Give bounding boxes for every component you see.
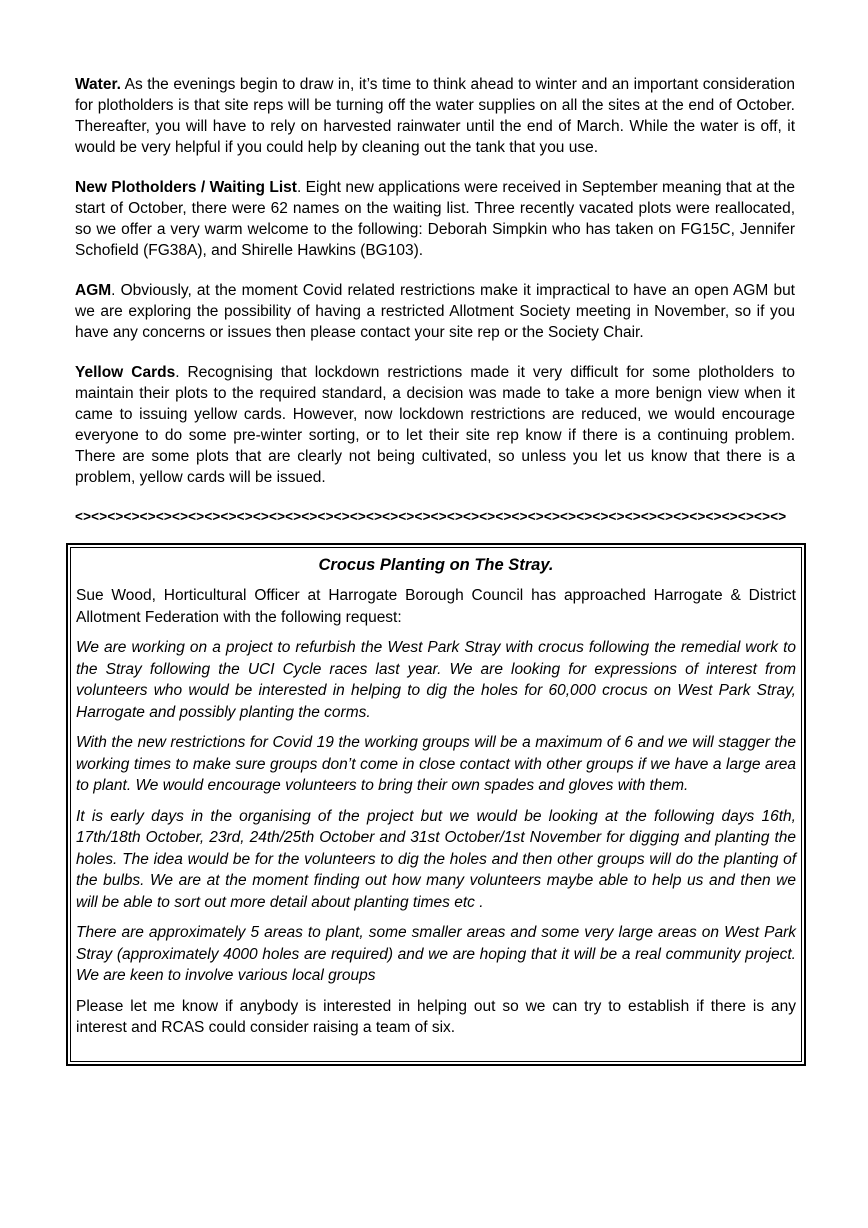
paragraph-agm-text: . Obviously, at the moment Covid related restrictions make it impractical to have an open AGM but we are exploring the possibility of having a restricted Allotment Society meeting in November, so if you have any concerns or issues then please contact your site rep or the Society Chair. [75, 282, 795, 341]
box-paragraph-closing: Please let me know if anybody is interested in helping out so we can try to establish if there is any interest and RCAS could consider raising a team of six. [76, 997, 796, 1036]
paragraph-agm [75, 280, 795, 343]
paragraph-agm-lead: AGM [75, 282, 112, 299]
paragraph-yellow-cards-text: . Recognising that lockdown restrictions made it very difficult for some plotholders to maintain their plots to the required standard, a decision was made to take a more benign view when it came to issuing yellow cards. However, now lockdown restrictions are reduced, we would encourage everyone to do some pre-winter sorting, or to let their site rep know if there is a continuing problem. There are some plots that are clearly not being cultivated, so unless you let us know that there is a problem, yellow cards will be issued. [75, 364, 796, 486]
crocus-planting-box-inner [70, 547, 802, 1062]
box-paragraph-restrictions: With the new restrictions for Covid 19 the working groups will be a maximum of 6 and we will stagger the working times to make sure groups don’t come in close contact with other groups if we have a large area to plant. We would encourage volunteers to bring their own spades and gloves with them. [76, 734, 796, 794]
box-paragraph-intro: Sue Wood, Horticultural Officer at Harrogate Borough Council has approached Harrogate & District Allotment Federation with the following request: [76, 587, 796, 626]
box-paragraph-project: We are working on a project to refurbish the West Park Stray with crocus following the remedial work to the Stray following the UCI Cycle races last year. We are looking for expressions of interest from volunteers who would be interested in helping to dig the holes for 60,000 crocus on West Park Stray, Harrogate and possibly planting the corms. [76, 639, 796, 721]
paragraph-yellow-cards-lead: Yellow Cards [75, 364, 176, 381]
paragraph-water [75, 74, 795, 158]
paragraph-water-text: As the evenings begin to draw in, it’s time to think ahead to winter and an important consideration for plotholders is that site reps will be turning off the water supplies on all the sites at the end of October. Thereafter, you will have to rely on harvested rainwater until the end of March. While the water is off, it would be very helpful if you could help by cleaning out the tank that you use. [75, 76, 795, 156]
paragraph-new-plotholders [75, 177, 795, 261]
paragraph-yellow-cards [75, 362, 795, 488]
box-paragraph-areas: There are approximately 5 areas to plant, some smaller areas and some very large areas on West Park Stray (approximately 4000 holes are required) and we are hoping that it will be a real community project. We are keen to involve various local groups [76, 924, 796, 984]
paragraph-water-lead: Water. [75, 76, 121, 93]
paragraph-new-plotholders-lead: New Plotholders / Waiting List [75, 179, 297, 196]
box-title: Crocus Planting on The Stray. [318, 556, 554, 574]
decorative-divider: <><><><><><><><><><><><><><><><><><><><><><><><><><><><><><><><><><><><><><><><><><><><> [75, 509, 787, 524]
paragraph-new-plotholders-text: . Eight new applications were received in September meaning that at the start of October, there were 62 names on the waiting list. Three recently vacated plots were reallocated, so we offer a very warm welcome to the following: Deborah Simpkin who has taken on FG15C, Jennifer Schofield (FG38A), and Shirelle Hawkins (BG103). [75, 179, 795, 259]
box-paragraph-dates: It is early days in the organising of the project but we would be looking at the following days 16th, 17th/18th October, 23rd, 24th/25th October and 31st October/1st November for digging and planting the holes. The idea would be for the volunteers to dig the holes and then other groups will do the planting of the bulbs. We are at the moment finding out how many volunteers maybe able to help us and then we will be able to sort out more detail about planting times etc . [76, 807, 796, 911]
crocus-planting-box [66, 543, 806, 1066]
